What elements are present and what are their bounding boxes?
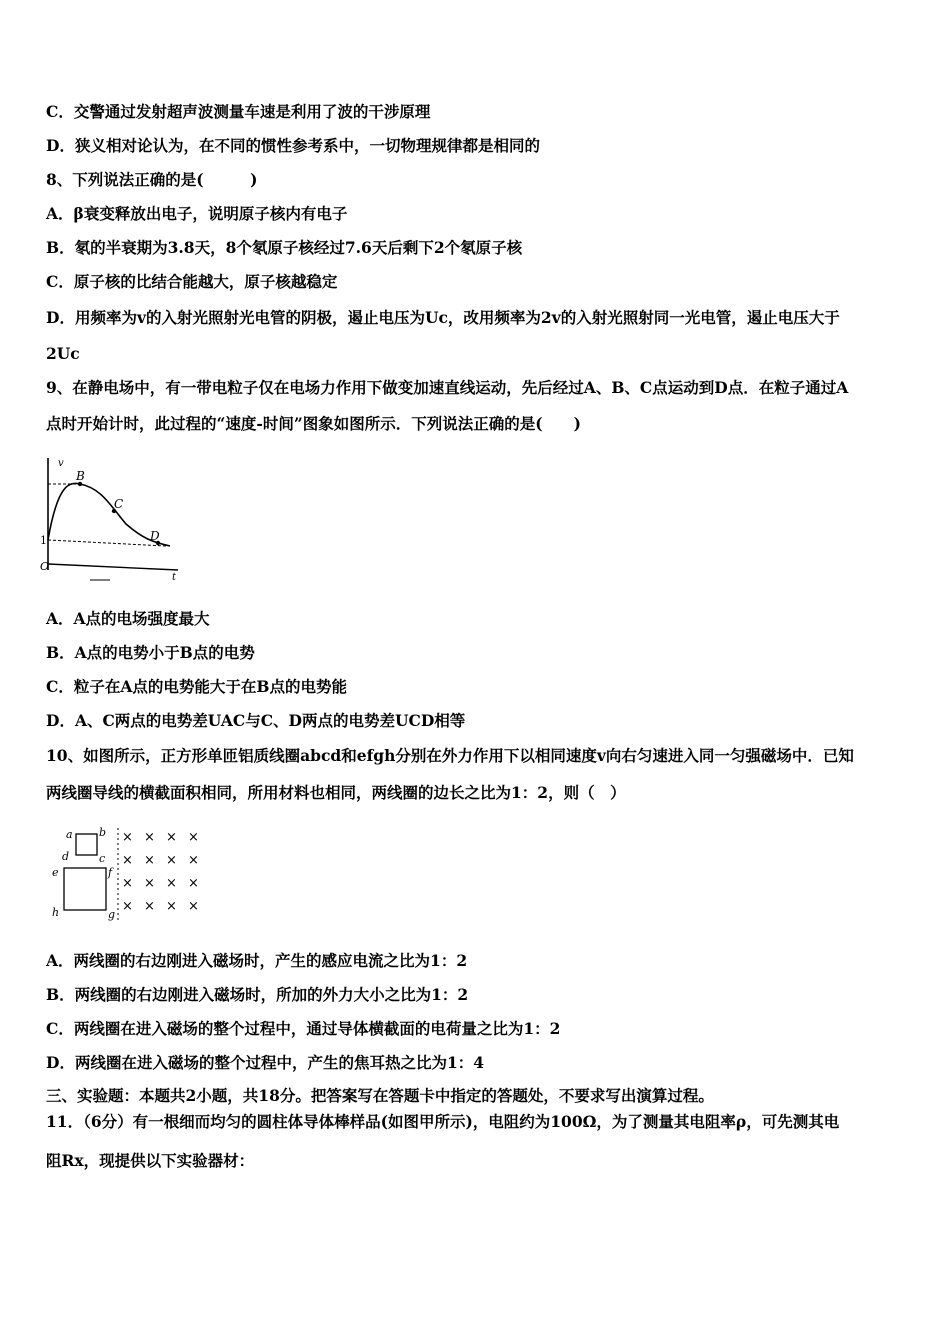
q10-coil-diagram	[48, 820, 208, 924]
q8-option-d-line2: 2Uc	[46, 344, 80, 363]
q8-option-d-line1: D．用频率为v的入射光照射光电管的阴极，遏止电压为Uc，改用频率为2v的入射光照射同一光电管，遏止电压大于	[46, 308, 840, 327]
q9-option-b: B．A点的电势小于B点的电势	[46, 643, 255, 662]
d-label: D	[150, 529, 160, 543]
field-x: ×	[122, 830, 133, 845]
q10-option-a: A．两线圈的右边刚进入磁场时，产生的感应电流之比为1：2	[46, 951, 468, 970]
label-b: b	[99, 826, 107, 839]
q9-stem-line2: 点时开始计时，此过程的“速度-时间”图象如图所示．下列说法正确的是( )	[46, 414, 581, 433]
label-e: e	[52, 866, 59, 879]
q8-stem: 8、下列说法正确的是( )	[46, 170, 258, 189]
a-label: 1	[40, 534, 47, 547]
field-x: ×	[144, 899, 155, 914]
field-x: ×	[166, 899, 177, 914]
label-g: g	[108, 908, 116, 921]
q10-stem-line1: 10、如图所示，正方形单匝铝质线圈abcd和efgh分别在外力作用下以相同速度v向右匀速进入同一匀强磁场中．已知	[46, 746, 854, 765]
field-x: ×	[188, 899, 199, 914]
q9-option-d: D．A、C两点的电势差UAC与C、D两点的电势差UCD相等	[46, 711, 466, 730]
field-x: ×	[122, 876, 133, 891]
field-x: ×	[122, 899, 133, 914]
field-x: ×	[144, 876, 155, 891]
label-c: c	[99, 852, 106, 865]
label-h: h	[52, 906, 60, 919]
small-coil-abcd	[76, 834, 97, 855]
field-x: ×	[144, 830, 155, 845]
q8-option-a: A．β衰变释放出电子，说明原子核内有电子	[46, 204, 348, 223]
t-label: t	[172, 572, 177, 583]
field-x: ×	[188, 853, 199, 868]
q10-option-d: D．两线圈在进入磁场的整个过程中，产生的焦耳热之比为1：4	[46, 1053, 485, 1072]
q7-option-c: C．交警通过发射超声波测量车速是利用了波的干涉原理	[46, 102, 431, 121]
field-x: ×	[188, 876, 199, 891]
q9-option-a: A．A点的电场强度最大	[46, 609, 210, 628]
q11-stem-line1: 11．（6分）有一根细而均匀的圆柱体导体棒样品(如图甲所示)，电阻约为100Ω，为了测量其电阻率ρ，可先测其电	[46, 1112, 840, 1131]
q10-stem-line2: 两线圈导线的横截面积相同，所用材料也相同，两线圈的边长之比为1：2，则（ ）	[46, 783, 626, 802]
field-x: ×	[166, 830, 177, 845]
label-d: d	[62, 850, 70, 863]
q10-option-b: B．两线圈的右边刚进入磁场时，所加的外力大小之比为1：2	[46, 985, 469, 1004]
field-x: ×	[144, 853, 155, 868]
q9-vt-graph	[40, 452, 185, 584]
q8-option-c: C．原子核的比结合能越大，原子核越稳定	[46, 272, 338, 291]
dashed-d	[48, 540, 166, 546]
field-x: ×	[166, 876, 177, 891]
origin-label: O	[40, 560, 50, 573]
v-label: v	[58, 458, 64, 469]
large-coil-efgh	[64, 868, 106, 910]
field-x: ×	[122, 853, 133, 868]
q10-option-c: C．两线圈在进入磁场的整个过程中，通过导体横截面的电荷量之比为1：2	[46, 1019, 561, 1038]
t-axis	[48, 564, 178, 570]
field-x: ×	[188, 830, 199, 845]
q8-option-b: B．氡的半衰期为3.8天，8个氡原子核经过7.6天后剩下2个氡原子核	[46, 238, 523, 257]
c-label: C	[114, 497, 124, 511]
magnetic-field-marks	[122, 830, 199, 914]
q9-stem-line1: 9、在静电场中，有一带电粒子仅在电场力作用下做变加速直线运动，先后经过A、B、C点运动到D点．在粒子通过A	[46, 378, 849, 397]
field-x: ×	[166, 853, 177, 868]
q7-option-d: D．狭义相对论认为，在不同的惯性参考系中，一切物理规律都是相同的	[46, 136, 540, 155]
label-a: a	[66, 828, 73, 841]
q9-option-c: C．粒子在A点的电势能大于在B点的电势能	[46, 677, 347, 696]
q11-stem-line2: 阻Rx，现提供以下实验器材：	[46, 1151, 255, 1170]
section3-heading: 三、实验题：本题共2小题，共18分。把答案写在答题卡中指定的答题处，不要求写出演算过程。	[46, 1086, 714, 1105]
b-label: B	[76, 469, 85, 483]
label-f: f	[108, 866, 113, 879]
